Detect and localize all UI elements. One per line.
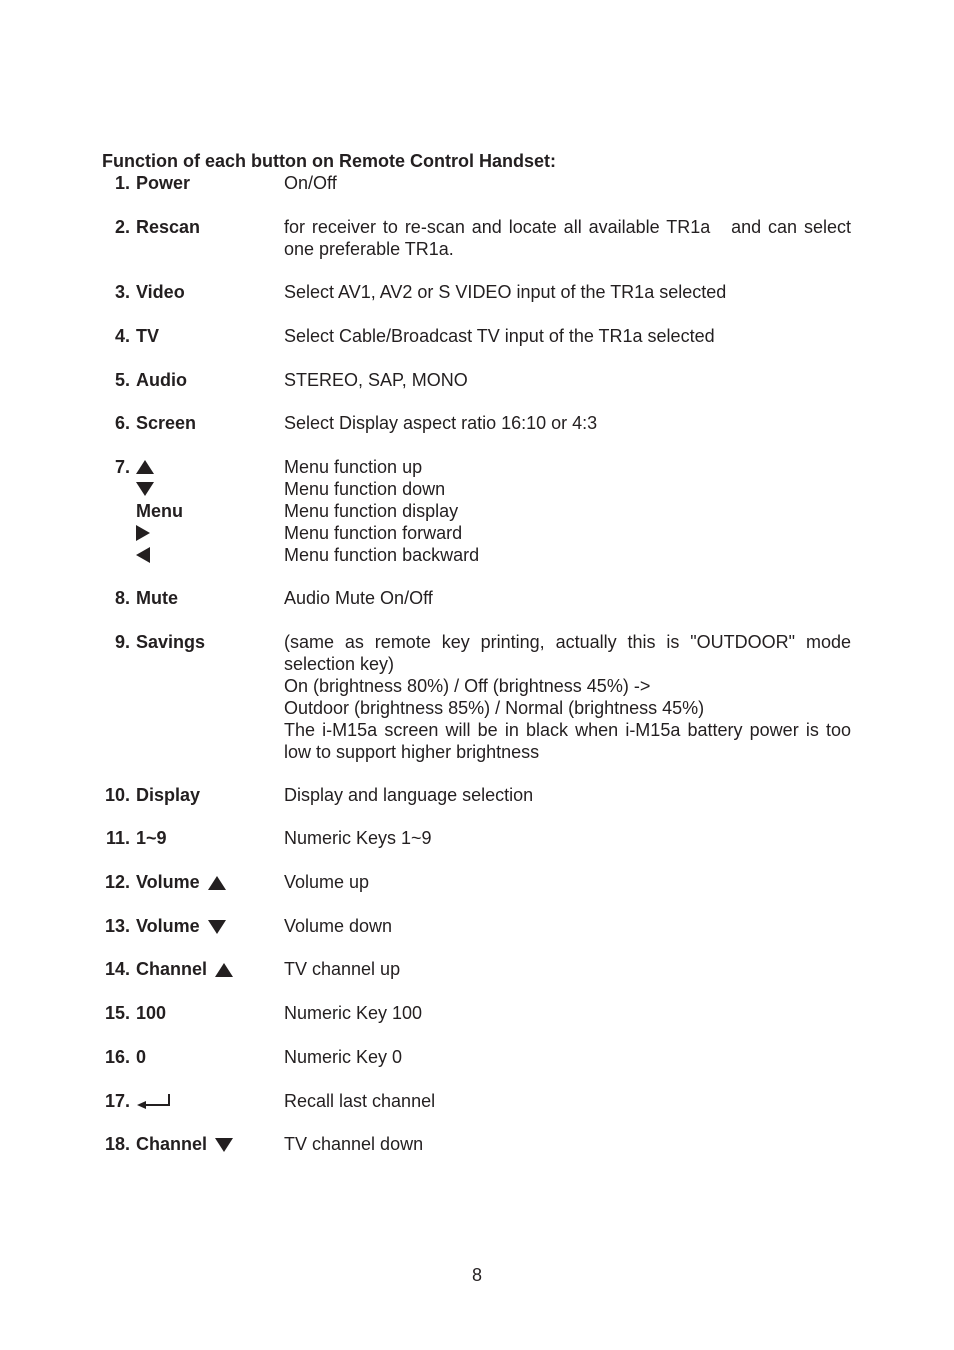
item-number: 3. (114, 282, 130, 302)
down-triangle-icon (215, 1138, 233, 1152)
item-description: Select AV1, AV2 or S VIDEO input of the TR1a selected (284, 282, 727, 302)
item-number: 14. (104, 959, 130, 979)
up-triangle-icon (136, 456, 154, 478)
item-number: 6. (114, 413, 130, 433)
left-triangle-icon (136, 544, 150, 566)
item-number: 18. (104, 1134, 130, 1154)
item-number: 7. (114, 457, 130, 477)
item-description: STEREO, SAP, MONO (284, 370, 468, 390)
item-label: Mute (136, 588, 178, 608)
enter-arrow-icon (136, 1090, 172, 1112)
item-label-group (136, 915, 226, 937)
item-number: 16. (104, 1047, 130, 1067)
item-description: Volume down (284, 916, 393, 936)
item-description: Menu function up (284, 457, 423, 477)
item-number: 9. (114, 632, 130, 652)
item-number: 1. (114, 173, 130, 193)
item-description: TV channel down (284, 1134, 424, 1154)
item-description: (same as remote key printing, actually this is "OUTDOOR" mode selection key) (284, 632, 851, 674)
item-description: Display and language selection (284, 785, 534, 805)
item-label: 0 (136, 1047, 147, 1067)
item-number: 10. (104, 785, 130, 805)
item-number: 15. (104, 1003, 130, 1023)
down-triangle-icon (136, 478, 154, 500)
section-heading: Function of each button on Remote Control Handset: (102, 151, 556, 171)
item-label: Rescan (136, 217, 201, 237)
item-label: Audio (136, 370, 187, 390)
item-description: Numeric Keys 1~9 (284, 828, 432, 848)
item-label: Channel (136, 959, 208, 979)
item-description: Select Cable/Broadcast TV input of the TR1a selected (284, 326, 715, 346)
item-label: 100 (136, 1003, 167, 1023)
item-label-group (136, 1133, 233, 1155)
item-number: 13. (104, 916, 130, 936)
item-description: On/Off (284, 173, 337, 193)
item-description: Select Display aspect ratio 16:10 or 4:3 (284, 413, 598, 433)
item-number: 2. (114, 217, 130, 237)
down-triangle-icon (208, 920, 226, 934)
up-triangle-icon (215, 963, 233, 977)
item-label: Volume (136, 872, 200, 892)
item-description: Menu function forward (284, 523, 463, 543)
item-number: 5. (114, 370, 130, 390)
up-triangle-icon (208, 876, 226, 890)
item-label-group (136, 958, 233, 980)
item-number: 17. (104, 1091, 130, 1111)
item-number: 12. (104, 872, 130, 892)
item-number: 4. (114, 326, 130, 346)
item-description: Menu function down (284, 479, 446, 499)
item-label: Savings (136, 632, 206, 652)
item-description: Menu function display (284, 501, 459, 521)
item-description: TV channel up (284, 959, 401, 979)
item-label: Display (136, 785, 201, 805)
item-label: Volume (136, 916, 200, 936)
item-label-group (136, 871, 226, 893)
item-description: Menu function backward (284, 545, 480, 565)
item-label: Menu (136, 501, 183, 521)
item-description: The i-M15a screen will be in black when i-M15a battery power is too low to support higher brightness (284, 720, 851, 762)
item-number: 8. (114, 588, 130, 608)
item-label: Screen (136, 413, 197, 433)
item-description: Numeric Key 0 (284, 1047, 403, 1067)
item-label: TV (136, 326, 160, 346)
item-description: Audio Mute On/Off (284, 588, 433, 608)
item-description: Outdoor (brightness 85%) / Normal (brightness 45%) (284, 698, 705, 718)
item-number: 11. (105, 828, 130, 848)
right-triangle-icon (136, 522, 150, 544)
item-label: Channel (136, 1134, 208, 1154)
item-description: Recall last channel (284, 1091, 436, 1111)
item-description: Volume up (284, 872, 370, 892)
page-number: 8 (471, 1265, 482, 1285)
item-description: Numeric Key 100 (284, 1003, 423, 1023)
item-description: On (brightness 80%) / Off (brightness 45%) -> (284, 676, 651, 696)
item-label: Video (136, 282, 185, 302)
item-label: 1~9 (136, 828, 167, 848)
item-description: for receiver to re-scan and locate all available TR1a and can select one preferable TR1a. (284, 217, 857, 259)
item-label: Power (136, 173, 191, 193)
